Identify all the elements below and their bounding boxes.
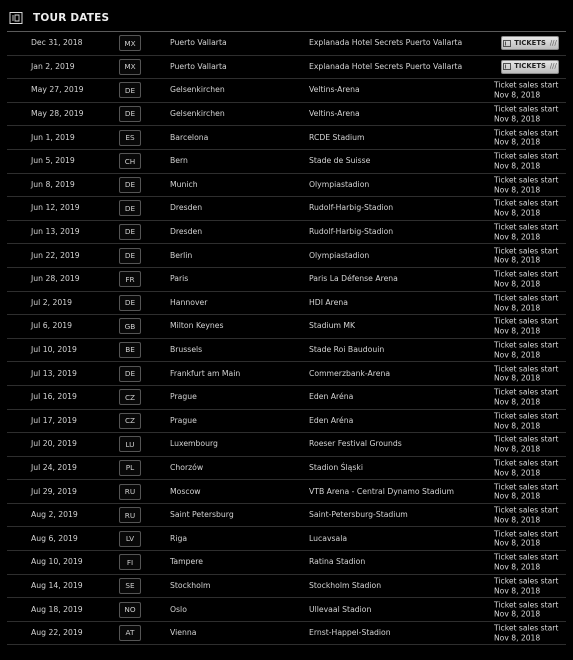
tour-date-row: [7, 103, 566, 127]
tour-date-row: [7, 457, 566, 481]
ticket-sales-info: [494, 482, 558, 501]
tour-date-row: [7, 622, 566, 646]
tour-date-row: [7, 575, 566, 599]
tour-date: Jul 29, 2019: [31, 486, 77, 496]
tour-date-row: [7, 386, 566, 410]
tour-date: Aug 10, 2019: [31, 557, 83, 567]
ticket-sales-date: Nov 8, 2018: [494, 633, 541, 643]
country-code-badge: LV: [119, 531, 141, 547]
ticket-sales-info: [494, 600, 558, 619]
ticket-sales-date: Nov 8, 2018: [494, 326, 541, 336]
tour-city: Dresden: [170, 203, 203, 213]
tour-city: Tampere: [170, 557, 203, 567]
ticket-sales-label: Ticket sales start: [494, 316, 559, 326]
ticket-sales-label: Ticket sales start: [494, 80, 559, 90]
tour-date: Jul 16, 2019: [31, 392, 77, 402]
tour-date: Jul 20, 2019: [31, 439, 77, 449]
tour-date: Jul 6, 2019: [31, 321, 73, 331]
tour-date-row: [7, 504, 566, 528]
country-code-badge: DE: [119, 82, 141, 98]
tour-city: Luxembourg: [170, 439, 218, 449]
tour-date: Jun 28, 2019: [31, 274, 80, 284]
ticket-sales-info: [494, 270, 558, 289]
ticket-icon: [503, 40, 511, 47]
tour-date-row: [7, 150, 566, 174]
tour-date-row: [7, 79, 566, 103]
ticket-sales-info: [494, 152, 558, 171]
tour-city: Moscow: [170, 486, 201, 496]
ticket-sales-label: Ticket sales start: [494, 434, 559, 444]
ticket-sales-info: [494, 458, 558, 477]
country-code-badge: BE: [119, 342, 141, 358]
tour-city: Gelsenkirchen: [170, 85, 225, 95]
tickets-button-label: TICKETS: [514, 38, 546, 47]
ticket-sales-info: [494, 104, 558, 123]
ticket-sales-info: [494, 246, 558, 265]
tour-city: Munich: [170, 180, 198, 190]
ticket-sales-label: Ticket sales start: [494, 340, 559, 350]
tour-date-row: [7, 32, 566, 56]
ticket-sales-info: [494, 128, 558, 147]
country-code-badge: CH: [119, 153, 141, 169]
tour-date: Jun 22, 2019: [31, 250, 80, 260]
tour-date-row: [7, 315, 566, 339]
ticket-sales-date: Nov 8, 2018: [494, 137, 541, 147]
ticket-sales-label: Ticket sales start: [494, 127, 559, 137]
tour-venue: Roeser Festival Grounds: [309, 439, 402, 449]
ticket-sales-info: [494, 340, 558, 359]
tour-city: Dresden: [170, 227, 203, 237]
tour-venue: Stockholm Stadion: [309, 581, 382, 591]
tour-city: Brussels: [170, 345, 203, 355]
tickets-button[interactable]: [501, 36, 559, 50]
tour-city: Puerto Vallarta: [170, 38, 227, 48]
tour-venue: Stadion Śląski: [309, 463, 363, 473]
ticket-sales-label: Ticket sales start: [494, 222, 559, 232]
country-code-badge: RU: [119, 507, 141, 523]
tour-city: Bern: [170, 156, 188, 166]
tour-city: Prague: [170, 392, 197, 402]
ticket-sales-date: Nov 8, 2018: [494, 279, 541, 289]
ticket-sales-date: Nov 8, 2018: [494, 302, 541, 312]
ticket-sales-info: [494, 411, 558, 430]
ticket-sales-label: Ticket sales start: [494, 505, 559, 515]
ticket-sales-date: Nov 8, 2018: [494, 373, 541, 383]
ticket-sales-label: Ticket sales start: [494, 175, 559, 185]
tour-date: Jul 10, 2019: [31, 345, 77, 355]
tour-venue: Olympiastadion: [309, 180, 370, 190]
tour-venue: HDI Arena: [309, 297, 348, 307]
country-code-badge: DE: [119, 366, 141, 382]
ticket-sales-label: Ticket sales start: [494, 198, 559, 208]
ticket-sales-label: Ticket sales start: [494, 552, 559, 562]
ticket-sales-info: [494, 222, 558, 241]
tour-date-row: [7, 598, 566, 622]
page-title: TOUR DATES: [33, 12, 110, 24]
ticket-sales-label: Ticket sales start: [494, 245, 559, 255]
ticket-sales-date: Nov 8, 2018: [494, 208, 541, 218]
tour-venue: Ratina Stadion: [309, 557, 366, 567]
ticket-sales-info: [494, 505, 558, 524]
tour-venue: VTB Arena - Central Dynamo Stadium: [309, 486, 454, 496]
tour-venue: Saint-Petersburg-Stadium: [309, 510, 408, 520]
country-code-badge: MX: [119, 35, 141, 51]
ticket-stub-icon: [9, 11, 23, 25]
ticket-sales-info: [494, 81, 558, 100]
country-code-badge: ES: [119, 130, 141, 146]
tour-venue: Eden Aréna: [309, 415, 354, 425]
ticket-sales-date: Nov 8, 2018: [494, 114, 541, 124]
country-code-badge: DE: [119, 200, 141, 216]
ticket-sales-label: Ticket sales start: [494, 481, 559, 491]
ticket-sales-date: Nov 8, 2018: [494, 232, 541, 242]
tour-city: Puerto Vallarta: [170, 62, 227, 72]
tour-city: Prague: [170, 415, 197, 425]
country-code-badge: DE: [119, 224, 141, 240]
tour-date: Aug 14, 2019: [31, 581, 83, 591]
tour-date-row: [7, 244, 566, 268]
ticket-sales-label: Ticket sales start: [494, 387, 559, 397]
tour-venue: Rudolf-Harbig-Stadion: [309, 227, 394, 237]
ticket-sales-date: Nov 8, 2018: [494, 350, 541, 360]
tour-date-row: [7, 174, 566, 198]
tour-venue: Ullevaal Stadion: [309, 604, 372, 614]
tour-dates-header: [7, 7, 566, 29]
tour-venue: Olympiastadion: [309, 250, 370, 260]
ticket-sales-info: [494, 175, 558, 194]
ticket-sales-label: Ticket sales start: [494, 529, 559, 539]
tour-date-row: [7, 527, 566, 551]
country-code-badge: MX: [119, 59, 141, 75]
tour-date: Jun 8, 2019: [31, 180, 75, 190]
country-code-badge: FR: [119, 271, 141, 287]
tour-city: Gelsenkirchen: [170, 109, 225, 119]
ticket-sales-info: [494, 387, 558, 406]
ticket-sales-label: Ticket sales start: [494, 151, 559, 161]
country-code-badge: DE: [119, 106, 141, 122]
tour-venue: Explanada Hotel Secrets Puerto Vallarta: [309, 38, 463, 48]
country-code-badge: GB: [119, 318, 141, 334]
country-code-badge: CZ: [119, 389, 141, 405]
ticket-sales-info: [494, 317, 558, 336]
tour-date-row: [7, 268, 566, 292]
tour-date-row: [7, 551, 566, 575]
tour-city: Frankfurt am Main: [170, 368, 241, 378]
tour-date: Jun 12, 2019: [31, 203, 80, 213]
tour-venue: Ernst-Happel-Stadion: [309, 628, 391, 638]
tour-city: Paris: [170, 274, 189, 284]
tour-date-row: [7, 339, 566, 363]
country-code-badge: RU: [119, 484, 141, 500]
tour-city: Oslo: [170, 604, 187, 614]
tour-date-row: [7, 480, 566, 504]
country-code-badge: DE: [119, 295, 141, 311]
ticket-sales-date: Nov 8, 2018: [494, 255, 541, 265]
tickets-button-suffix: ///: [549, 38, 557, 47]
tour-city: Riga: [170, 533, 188, 543]
tour-venue: Paris La Défense Arena: [309, 274, 398, 284]
country-code-badge: CZ: [119, 413, 141, 429]
ticket-icon: [503, 63, 511, 70]
tour-city: Berlin: [170, 250, 193, 260]
tour-date: Jan 2, 2019: [31, 62, 75, 72]
tour-date: Aug 22, 2019: [31, 628, 83, 638]
tour-venue: RCDE Stadium: [309, 132, 365, 142]
country-code-badge: AT: [119, 625, 141, 641]
tour-venue: Commerzbank-Arena: [309, 368, 391, 378]
tour-date-row: [7, 433, 566, 457]
tour-city: Hannover: [170, 297, 208, 307]
tour-venue: Lucavsala: [309, 533, 348, 543]
country-code-badge: DE: [119, 248, 141, 264]
ticket-sales-label: Ticket sales start: [494, 458, 559, 468]
ticket-sales-label: Ticket sales start: [494, 104, 559, 114]
tour-date: Jul 24, 2019: [31, 463, 77, 473]
ticket-sales-label: Ticket sales start: [494, 576, 559, 586]
ticket-sales-label: Ticket sales start: [494, 363, 559, 373]
ticket-sales-date: Nov 8, 2018: [494, 585, 541, 595]
ticket-sales-date: Nov 8, 2018: [494, 161, 541, 171]
ticket-sales-label: Ticket sales start: [494, 269, 559, 279]
tour-date: Jun 5, 2019: [31, 156, 75, 166]
tour-date: Jul 17, 2019: [31, 415, 77, 425]
tour-date: Aug 6, 2019: [31, 533, 78, 543]
tour-date: May 27, 2019: [31, 85, 84, 95]
ticket-sales-date: Nov 8, 2018: [494, 444, 541, 454]
ticket-sales-info: [494, 553, 558, 572]
ticket-sales-date: Nov 8, 2018: [494, 609, 541, 619]
tour-date-row: [7, 410, 566, 434]
tour-date-row: [7, 126, 566, 150]
ticket-sales-info: [494, 199, 558, 218]
tour-date-row: [7, 56, 566, 80]
tour-date: Jul 2, 2019: [31, 297, 73, 307]
ticket-sales-date: Nov 8, 2018: [494, 90, 541, 100]
tour-venue: Rudolf-Harbig-Stadion: [309, 203, 394, 213]
country-code-badge: NO: [119, 602, 141, 618]
tour-date: Dec 31, 2018: [31, 38, 83, 48]
tour-date: Jul 13, 2019: [31, 368, 77, 378]
country-code-badge: DE: [119, 177, 141, 193]
ticket-sales-label: Ticket sales start: [494, 411, 559, 421]
tour-city: Milton Keynes: [170, 321, 224, 331]
country-code-badge: FI: [119, 554, 141, 570]
tickets-button-suffix: ///: [549, 62, 557, 71]
tour-city: Stockholm: [170, 581, 211, 591]
ticket-sales-label: Ticket sales start: [494, 623, 559, 633]
ticket-sales-date: Nov 8, 2018: [494, 491, 541, 501]
tour-dates-list: [7, 32, 566, 645]
tour-venue: Stade Roi Baudouin: [309, 345, 385, 355]
tour-venue: Veltins-Arena: [309, 109, 360, 119]
tour-date: Jun 13, 2019: [31, 227, 80, 237]
ticket-sales-label: Ticket sales start: [494, 599, 559, 609]
tour-venue: Stadium MK: [309, 321, 356, 331]
ticket-sales-label: Ticket sales start: [494, 293, 559, 303]
tour-date: May 28, 2019: [31, 109, 84, 119]
ticket-sales-date: Nov 8, 2018: [494, 538, 541, 548]
tour-date: Jun 1, 2019: [31, 132, 75, 142]
ticket-sales-info: [494, 364, 558, 383]
tour-date-row: [7, 221, 566, 245]
country-code-badge: SE: [119, 578, 141, 594]
ticket-sales-info: [494, 576, 558, 595]
tour-city: Vienna: [170, 628, 197, 638]
tour-date-row: [7, 362, 566, 386]
tour-venue: Explanada Hotel Secrets Puerto Vallarta: [309, 62, 463, 72]
tour-city: Chorzów: [170, 463, 204, 473]
ticket-sales-date: Nov 8, 2018: [494, 515, 541, 525]
tour-venue: Eden Aréna: [309, 392, 354, 402]
tour-city: Saint Petersburg: [170, 510, 234, 520]
ticket-sales-date: Nov 8, 2018: [494, 562, 541, 572]
ticket-sales-date: Nov 8, 2018: [494, 397, 541, 407]
ticket-sales-info: [494, 435, 558, 454]
country-code-badge: LU: [119, 436, 141, 452]
tickets-button-label: TICKETS: [514, 62, 546, 71]
tour-date: Aug 2, 2019: [31, 510, 78, 520]
tour-city: Barcelona: [170, 132, 209, 142]
ticket-sales-date: Nov 8, 2018: [494, 184, 541, 194]
ticket-sales-info: [494, 529, 558, 548]
tour-date-row: [7, 197, 566, 221]
tour-date: Aug 18, 2019: [31, 604, 83, 614]
ticket-sales-date: Nov 8, 2018: [494, 420, 541, 430]
ticket-sales-info: [494, 293, 558, 312]
country-code-badge: PL: [119, 460, 141, 476]
tickets-button[interactable]: [501, 60, 559, 74]
ticket-sales-info: [494, 623, 558, 642]
tour-venue: Veltins-Arena: [309, 85, 360, 95]
tour-venue: Stade de Suisse: [309, 156, 371, 166]
ticket-sales-date: Nov 8, 2018: [494, 467, 541, 477]
tour-date-row: [7, 292, 566, 316]
